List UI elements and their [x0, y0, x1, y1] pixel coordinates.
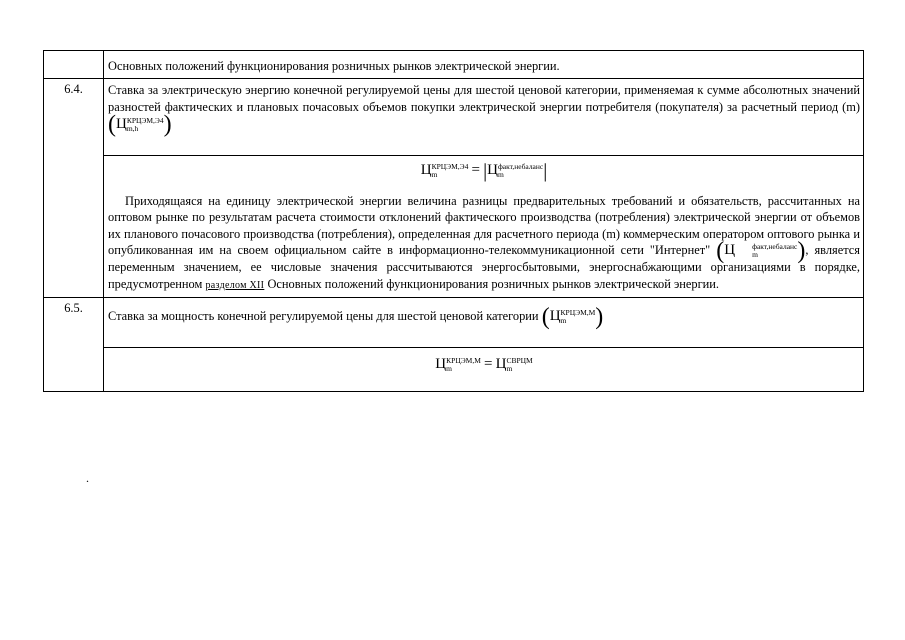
- row-number: 6.4.: [44, 79, 104, 298]
- formula-cell: [104, 156, 864, 298]
- footer-mark: .: [86, 471, 89, 485]
- table-row-6-4-formula: [44, 156, 864, 298]
- row-number: 6.5.: [44, 297, 104, 391]
- row-text: [104, 79, 864, 156]
- table-row-6-5-formula: [44, 347, 864, 391]
- fact-imbalance-symbol: (Ц факт,небаланс m ): [716, 238, 806, 265]
- formula-energy: Ц КРЦЭМ,Э4 m = |Ц факт,небаланс m |: [420, 160, 548, 183]
- table-row-continuation: [44, 51, 864, 79]
- continuation-text: Основных положений функционирования розничных рынков электрической энергии.: [108, 59, 560, 73]
- rate-energy-symbol: (Ц КРЦЭМ,Э4 m,h ): [108, 111, 172, 138]
- rate-power-text: Ставка за мощность конечной регулируемой цены для шестой ценовой категории: [108, 308, 539, 323]
- row-text: [104, 51, 864, 79]
- row-text: [104, 297, 864, 347]
- document-table: [43, 50, 864, 392]
- section-xii-link[interactable]: разделом XII: [205, 279, 265, 291]
- table-row-6-5: [44, 297, 864, 347]
- formula-power: Ц КРЦЭМ,М m = Ц СВРЦМ m: [435, 355, 533, 374]
- formula-cell: [104, 347, 864, 391]
- rate-energy-text: Ставка за электрическую энергию конечной регулируемой цены для шестой ценовой категории, применяемая к сумме абсолютных значений разностей фактических и плановых почасовых объемов покупки электрической энергии потребителя (покупателя) за расчетный период (m): [108, 83, 860, 114]
- rate-power-symbol: (Ц КРЦЭМ,М m ): [541, 304, 604, 331]
- row-number: [44, 51, 104, 79]
- explanation-paragraph: Приходящаяся на единицу электрической энергии величина разницы предварительных требований и обязательств, рассчитанных на оптовом рынке по результатам расчета стоимости отклонений фактического производства (потребления) электрической энергии от объемов их планового почасового производства (потребления), определенная для расчетного периода (m) коммерческим оператором оптового рынка и опубликованная им на своем официальном сайте в информационно-телекоммуникационной сети "Интернет" (Ц факт,небаланс m ), является переменным значением, ее числовые значения рассчитываются энергосбытовыми, энергоснабжающими организациями в порядке, предусмотренном разделом XII Основных положений функционирования розничных рынков электрической энергии.: [108, 194, 860, 291]
- table-row-6-4: [44, 79, 864, 156]
